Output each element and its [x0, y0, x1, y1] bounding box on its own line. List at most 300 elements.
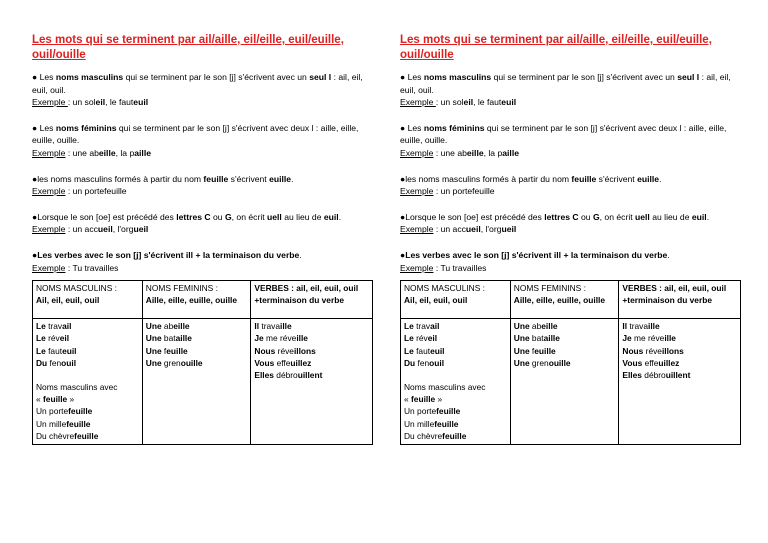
rule-text: qui se terminent par le son [j] s'écrivent avec un: [123, 72, 310, 82]
entry-bold-text: Nous: [254, 345, 276, 356]
entry-text: réve: [643, 345, 662, 356]
table-header-row: [401, 281, 741, 319]
table-entry: [254, 345, 369, 357]
table-body-row: [33, 319, 373, 445]
rule-example: [32, 223, 372, 236]
rule-bold-text: lettres C: [544, 211, 579, 222]
rule-bold-text: euil: [691, 211, 707, 222]
example-label: Exemple: [400, 97, 436, 108]
entry-text: gren: [529, 357, 549, 368]
entry-bold-text: Du: [36, 357, 48, 368]
table-entry: [404, 357, 507, 369]
entry-bold-text: ille: [296, 333, 308, 344]
example-text: , la p: [483, 147, 503, 158]
bullet-icon: ●: [32, 211, 38, 222]
bullet-icon: ●: [400, 122, 406, 133]
bullet-icon: ●: [32, 173, 38, 184]
example-text: : une ab: [433, 147, 467, 158]
entry-text: fen: [415, 357, 430, 368]
table-body-row: [401, 319, 741, 445]
entry-text: faut: [45, 345, 63, 356]
column-feminine-nouns: [510, 319, 619, 445]
table-entry: [254, 332, 369, 344]
entry-bold-text: uillent: [665, 369, 691, 380]
table-entry: [36, 345, 139, 357]
table-entry: [36, 381, 139, 393]
example-text: : une ab: [65, 147, 99, 158]
rule-text: [32, 173, 372, 186]
rule-text: .: [706, 211, 710, 222]
entry-text: Du chèvre: [36, 430, 75, 441]
column-masculine-nouns: [401, 319, 511, 445]
example-bold-text: eil: [463, 97, 474, 108]
example-bold-text: eille: [98, 147, 116, 158]
entry-bold-text: aille: [175, 333, 192, 344]
entry-bold-text: aille: [543, 333, 560, 344]
entry-bold-text: Le: [404, 321, 414, 332]
example-label: Exemple: [32, 97, 68, 108]
rules-list: [32, 71, 372, 274]
entry-text: trava: [259, 321, 280, 332]
entry-text: trav: [45, 321, 63, 332]
entry-text: Un porte: [36, 406, 69, 417]
entry-text: «: [36, 394, 43, 405]
entry-bold-text: Le: [36, 333, 46, 344]
rule-bold-text: G: [224, 211, 232, 222]
table-entry: [146, 332, 248, 344]
example-label: Exemple: [32, 147, 66, 158]
entry-bold-text: ouil: [429, 357, 445, 368]
header-text: NOMS MASCULINS :: [36, 283, 117, 294]
entry-text: f: [161, 345, 167, 356]
entry-text: effe: [642, 357, 659, 368]
header-verbs: [251, 281, 373, 319]
header-bold-text: Aille, eille, euille, ouille: [513, 295, 606, 306]
table-entry: [254, 320, 369, 332]
example-text: : un portefeuille: [65, 186, 127, 197]
example-text: , le faut: [473, 97, 502, 108]
entry-bold-text: feuille: [434, 418, 459, 429]
example-text: : un sol: [67, 97, 96, 108]
spacer: [36, 369, 139, 381]
rule-text: [400, 249, 740, 262]
table-entry: [404, 430, 507, 442]
entry-bold-text: ail: [62, 321, 72, 332]
rule-text: .: [299, 249, 302, 260]
rule-text: Les: [405, 122, 424, 133]
bullet-icon: ●: [32, 249, 38, 260]
table-entry: [36, 405, 139, 417]
entry-text: trav: [413, 321, 431, 332]
table-entry: [36, 430, 139, 442]
table-entry: [146, 357, 248, 369]
rule-paragraph: [32, 173, 372, 198]
entry-bold-text: Une: [513, 357, 530, 368]
summary-table: [32, 280, 373, 445]
rule-bold-text: noms masculins: [55, 72, 124, 82]
entry-text: réve: [275, 345, 294, 356]
header-bold-text: VERBES : ail, eil, euil, ouil +terminaison du verbe: [254, 283, 359, 306]
example-bold-text: ueil: [133, 224, 149, 235]
entry-bold-text: Il: [254, 321, 260, 332]
rule-text: qui se terminent par le son [j] s'écrivent avec deux l : aille, eille, euille, ouille.: [32, 122, 359, 146]
column-masculine-nouns: [33, 319, 143, 445]
entry-bold-text: Il: [622, 321, 628, 332]
entry-bold-text: feuille: [74, 430, 99, 441]
header-feminine: [142, 281, 251, 319]
entry-bold-text: euille: [166, 345, 188, 356]
rule-text: les noms masculins formés à partir du nom: [37, 173, 204, 184]
entry-bold-text: euille: [534, 345, 556, 356]
entry-bold-text: Le: [404, 333, 414, 344]
header-line: [36, 294, 139, 306]
entry-bold-text: ille: [280, 321, 292, 332]
entry-bold-text: illons: [293, 345, 316, 356]
rule-bold-text: noms féminins: [55, 122, 117, 133]
table-entry: [254, 369, 369, 381]
entry-text: faut: [413, 345, 431, 356]
entry-text: Du chèvre: [404, 430, 443, 441]
worksheet-copy-left: [32, 33, 372, 445]
example-bold-text: eille: [466, 147, 484, 158]
entry-bold-text: uillez: [658, 357, 680, 368]
rule-paragraph: [32, 211, 372, 236]
table-entry: [36, 418, 139, 430]
table-entry: [404, 418, 507, 430]
example-label: Exemple: [400, 186, 434, 197]
example-text: : un acc: [433, 224, 466, 235]
entry-bold-text: uillent: [297, 369, 323, 380]
worksheet-title: Les mots qui se terminent par ail/aille, eil/eille, euil/euille, ouil/ouille: [32, 34, 344, 61]
entry-bold-text: Le: [36, 345, 46, 356]
entry-text: »: [435, 394, 443, 405]
entry-text: ab: [161, 321, 174, 332]
rule-example: [400, 185, 740, 198]
table-entry: [36, 320, 139, 332]
example-text: : Tu travailles: [65, 262, 119, 273]
entry-text: fen: [47, 357, 62, 368]
table-entry: [622, 332, 737, 344]
example-bold-text: aille: [134, 147, 151, 158]
entry-bold-text: feuille: [442, 430, 467, 441]
entry-bold-text: feuille: [411, 394, 436, 405]
table-entry: [514, 332, 616, 344]
example-text: , l'org: [480, 224, 502, 235]
rule-bold-text: uell: [267, 211, 282, 222]
rule-text: les noms masculins formés à partir du nom: [405, 173, 572, 184]
example-label: Exemple: [32, 186, 66, 197]
rule-example: [400, 262, 740, 275]
table-entry: [514, 345, 616, 357]
entry-bold-text: Je: [622, 333, 632, 344]
rule-paragraph: [400, 249, 740, 274]
entry-text: me réve: [263, 333, 297, 344]
entry-bold-text: Je: [254, 333, 264, 344]
bullet-icon: ●: [400, 249, 406, 260]
rule-bold-text: feuille: [571, 173, 597, 184]
entry-bold-text: Une: [145, 321, 162, 332]
table-entry: [36, 332, 139, 344]
rule-example: [32, 147, 372, 160]
rule-bold-text: euille: [637, 173, 660, 184]
column-verbs: [251, 319, 373, 445]
table-entry: [622, 320, 737, 332]
header-line: [514, 294, 616, 306]
header-line: [514, 282, 616, 294]
worksheet-copy-right: [400, 33, 740, 445]
bullet-icon: ●: [400, 211, 406, 222]
table-entry: [622, 345, 737, 357]
header-bold-text: Ail, eil, euil, ouil: [36, 295, 100, 306]
header-line: [146, 294, 248, 306]
example-bold-text: ueil: [501, 224, 517, 235]
entry-bold-text: Vous: [254, 357, 275, 368]
header-bold-text: VERBES : ail, eil, euil, ouil +terminaison du verbe: [622, 283, 727, 306]
rule-text: , on écrit: [599, 211, 636, 222]
rule-example: [32, 185, 372, 198]
example-bold-text: ueil: [465, 224, 481, 235]
entry-text: Noms masculins avec: [36, 381, 118, 392]
table-entry: [622, 357, 737, 369]
entry-bold-text: eil: [59, 333, 70, 344]
rule-text: [400, 173, 740, 186]
table-entry: [404, 345, 507, 357]
entry-bold-text: ille: [664, 333, 676, 344]
header-text: NOMS MASCULINS :: [404, 283, 485, 294]
entry-bold-text: feuille: [68, 406, 93, 417]
rule-paragraph: [400, 71, 740, 109]
header-text: NOMS FEMININS :: [145, 283, 218, 294]
summary-table: [400, 280, 741, 445]
example-label: Exemple: [32, 262, 66, 273]
rule-bold-text: euille: [269, 173, 292, 184]
rule-text: qui se terminent par le son [j] s'écrivent avec un: [491, 72, 678, 82]
entry-text: Un mille: [36, 418, 67, 429]
rule-text: Lorsque le son [oe] est précédé des: [405, 211, 545, 222]
worksheet-title: Les mots qui se terminent par ail/aille, eil/eille, euil/euille, ouil/ouille: [400, 34, 712, 61]
rule-text: Les: [37, 122, 56, 133]
table-entry: [404, 332, 507, 344]
column-feminine-nouns: [142, 319, 251, 445]
header-text: NOMS FEMININS :: [513, 283, 586, 294]
example-label: Exemple: [400, 147, 434, 158]
entry-bold-text: Elles: [254, 369, 274, 380]
entry-bold-text: ouille: [180, 357, 203, 368]
example-bold-text: ueil: [97, 224, 113, 235]
rule-text: ou: [578, 211, 593, 222]
rule-bold-text: Les verbes avec le son [j] s'écrivent ill + la terminaison du verbe: [405, 249, 668, 260]
entry-bold-text: feuille: [43, 394, 68, 405]
rules-list: [400, 71, 740, 274]
bullet-icon: ●: [400, 72, 406, 82]
rule-paragraph: [400, 122, 740, 160]
entry-bold-text: Vous: [622, 357, 643, 368]
entry-text: bat: [529, 333, 544, 344]
header-line: [36, 282, 139, 294]
rule-text: [400, 71, 740, 96]
entry-text: Un porte: [404, 406, 437, 417]
rule-text: [400, 211, 740, 224]
entry-bold-text: Elles: [622, 369, 642, 380]
rule-bold-text: noms masculins: [423, 72, 492, 82]
rule-text: s'écrivent: [228, 173, 270, 184]
column-verbs: [619, 319, 741, 445]
rule-example: [400, 223, 740, 236]
rule-paragraph: [400, 173, 740, 198]
example-bold-text: euil: [501, 97, 517, 108]
entry-bold-text: Du: [404, 357, 416, 368]
table-entry: [622, 369, 737, 381]
rule-paragraph: [32, 122, 372, 160]
rule-example: [400, 96, 740, 109]
entry-bold-text: euil: [62, 345, 77, 356]
entry-text: rév: [413, 333, 428, 344]
header-line: [404, 282, 507, 294]
bullet-icon: ●: [400, 173, 406, 184]
entry-bold-text: feuille: [66, 418, 91, 429]
rule-paragraph: [400, 211, 740, 236]
rule-text: qui se terminent par le son [j] s'écrivent avec deux l : aille, eille, euille, ouille.: [400, 122, 727, 146]
entry-text: débro: [273, 369, 298, 380]
entry-bold-text: feuille: [436, 406, 461, 417]
rule-text: [32, 249, 372, 262]
rule-bold-text: euil: [323, 211, 339, 222]
header-masculine: [33, 281, 143, 319]
rule-text: [32, 71, 372, 96]
example-text: , le faut: [105, 97, 134, 108]
table-entry: [514, 320, 616, 332]
rule-example: [400, 147, 740, 160]
entry-bold-text: Une: [145, 357, 162, 368]
example-text: : un sol: [435, 97, 464, 108]
example-text: , l'org: [112, 224, 134, 235]
rule-text: au lieu de: [649, 211, 692, 222]
entry-bold-text: Une: [513, 333, 530, 344]
example-bold-text: aille: [502, 147, 519, 158]
entry-text: »: [67, 394, 75, 405]
table-entry: [404, 393, 507, 405]
rule-example: [32, 262, 372, 275]
rule-text: au lieu de: [281, 211, 324, 222]
rule-bold-text: seul l: [309, 72, 332, 82]
header-line: [404, 294, 507, 306]
entry-bold-text: ail: [430, 321, 440, 332]
rule-text: : ail, eil, euil, ouil.: [32, 72, 363, 95]
rule-text: Les: [405, 72, 424, 82]
entry-text: débro: [641, 369, 666, 380]
table-entry: [36, 393, 139, 405]
rule-bold-text: seul l: [677, 72, 700, 82]
entry-bold-text: Le: [36, 321, 46, 332]
example-label: Exemple: [32, 224, 66, 235]
rule-example: [32, 96, 372, 109]
rule-text: .: [667, 249, 670, 260]
entry-bold-text: eille: [541, 321, 558, 332]
rule-text: , on écrit: [231, 211, 268, 222]
entry-bold-text: Une: [513, 345, 530, 356]
rule-bold-text: Les verbes avec le son [j] s'écrivent ill + la terminaison du verbe: [37, 249, 300, 260]
table-entry: [254, 357, 369, 369]
table-entry: [146, 320, 248, 332]
header-verbs: [619, 281, 741, 319]
example-text: , la p: [115, 147, 135, 158]
bullet-icon: ●: [32, 122, 38, 133]
entry-bold-text: uillez: [290, 357, 312, 368]
rule-bold-text: G: [592, 211, 600, 222]
header-line: [146, 282, 248, 294]
rule-text: Les: [37, 72, 56, 82]
rule-text: s'écrivent: [596, 173, 638, 184]
rule-bold-text: uell: [635, 211, 650, 222]
entry-text: Un mille: [404, 418, 435, 429]
rule-bold-text: feuille: [203, 173, 229, 184]
entry-bold-text: illons: [661, 345, 684, 356]
entry-text: f: [529, 345, 535, 356]
example-bold-text: eil: [95, 97, 106, 108]
rule-text: ou: [210, 211, 225, 222]
header-line: [622, 282, 737, 306]
rule-bold-text: noms féminins: [423, 122, 485, 133]
header-bold-text: Ail, eil, euil, ouil: [404, 295, 468, 306]
table-entry: [146, 345, 248, 357]
entry-bold-text: Une: [145, 333, 162, 344]
rule-text: : ail, eil, euil, ouil.: [400, 72, 731, 95]
rule-bold-text: lettres C: [176, 211, 211, 222]
entry-text: effe: [274, 357, 291, 368]
entry-text: trava: [627, 321, 648, 332]
example-label: Exemple: [400, 262, 434, 273]
entry-bold-text: Le: [404, 345, 414, 356]
rule-text: .: [338, 211, 342, 222]
entry-text: Noms masculins avec: [404, 381, 486, 392]
header-masculine: [401, 281, 511, 319]
table-entry: [514, 357, 616, 369]
entry-text: gren: [161, 357, 181, 368]
rule-text: [32, 122, 372, 147]
entry-bold-text: euil: [430, 345, 445, 356]
header-feminine: [510, 281, 619, 319]
rule-text: [400, 122, 740, 147]
rule-paragraph: [32, 249, 372, 274]
entry-bold-text: Une: [513, 321, 530, 332]
table-header-row: [33, 281, 373, 319]
rule-text: .: [291, 173, 294, 184]
header-line: [254, 282, 369, 306]
entry-bold-text: ouille: [548, 357, 571, 368]
entry-text: rév: [45, 333, 60, 344]
example-text: : Tu travailles: [433, 262, 487, 273]
entry-bold-text: eille: [173, 321, 190, 332]
table-entry: [404, 405, 507, 417]
example-text: : un portefeuille: [433, 186, 495, 197]
table-entry: [36, 357, 139, 369]
rule-text: [32, 211, 372, 224]
entry-bold-text: eil: [427, 333, 438, 344]
entry-bold-text: ouil: [61, 357, 77, 368]
entry-text: bat: [161, 333, 176, 344]
rule-text: Lorsque le son [oe] est précédé des: [37, 211, 177, 222]
header-bold-text: Aille, eille, euille, ouille: [145, 295, 238, 306]
entry-text: «: [404, 394, 411, 405]
entry-bold-text: ille: [648, 321, 660, 332]
table-entry: [404, 381, 507, 393]
entry-bold-text: Une: [145, 345, 162, 356]
example-text: : un acc: [65, 224, 98, 235]
spacer: [404, 369, 507, 381]
entry-text: me réve: [631, 333, 665, 344]
entry-text: ab: [529, 321, 542, 332]
entry-bold-text: Nous: [622, 345, 644, 356]
